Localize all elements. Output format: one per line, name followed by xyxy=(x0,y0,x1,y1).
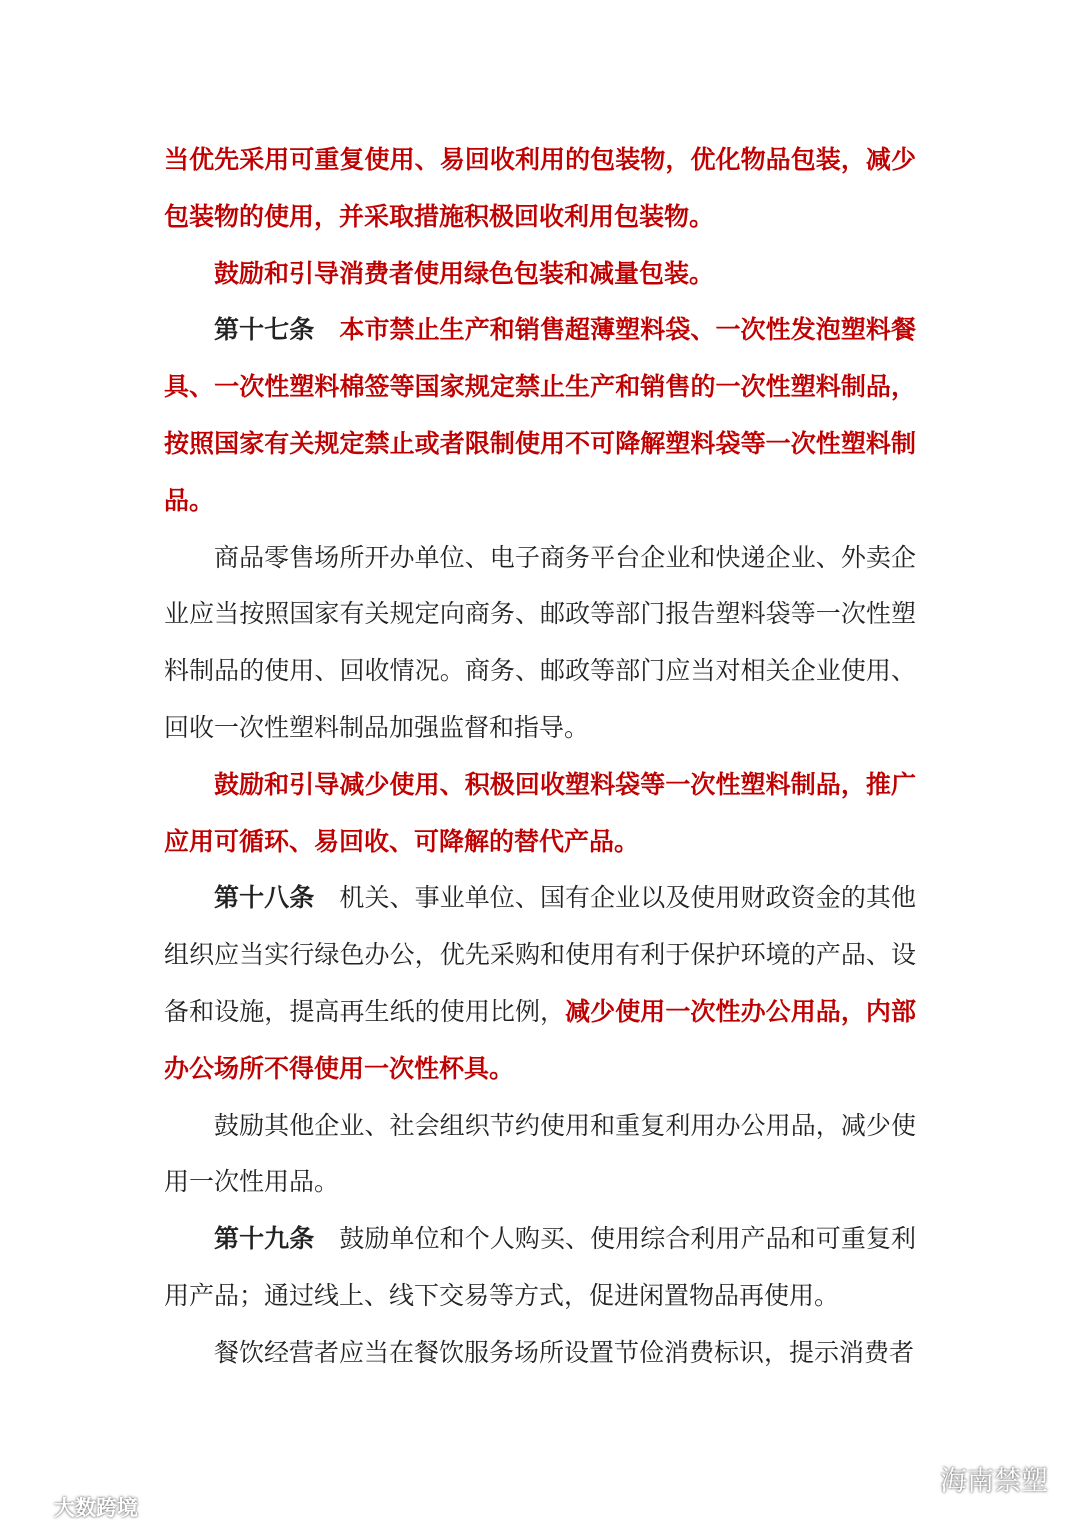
paragraph-office-supplies: 鼓励其他企业、社会组织节约使用和重复利用办公用品，减少使用一次性用品。 xyxy=(164,1110,916,1197)
article-18-label: 第十八条 xyxy=(214,883,315,913)
paragraph-catering: 餐饮经营者应当在餐饮服务场所设置节俭消费标识，提示消费者 xyxy=(214,1337,915,1367)
paragraph-reduce-plastic: 鼓励和引导减少使用、积极回收塑料袋等一次性塑料制品，推广应用可循环、易回收、可降解的替代产品。 xyxy=(164,769,916,856)
paragraph-packaging-continued: 当优先采用可重复使用、易回收利用的包装物，优化物品包装，减少包装物的使用，并采取措施积极回收利用包装物。 xyxy=(164,145,916,231)
watermark-right-text: 海南禁塑 xyxy=(940,1465,1048,1497)
article-18-red-text: 减少使用一次性办公用品，内部办公场所不得使用一次性杯具。 xyxy=(164,996,916,1083)
paragraph-article-19 xyxy=(164,1211,916,1325)
watermark-left-text: 大数跨境 xyxy=(54,1496,138,1520)
paragraph-article-17 xyxy=(164,302,916,529)
paragraph-article-18 xyxy=(164,870,916,1097)
article-17-label: 第十七条 xyxy=(214,315,315,345)
article-19-label: 第十九条 xyxy=(214,1224,315,1254)
wechat-logo-icon xyxy=(896,1462,932,1494)
article-18-text: 机关、事业单位、国有企业以及使用财政资金的其他组织应当实行绿色办公，优先采购和使用有利于保护环境的产品、设备和设施，提高再生纸的使用比例， xyxy=(164,883,916,1026)
paragraph-retail-report: 商品零售场所开办单位、电子商务平台企业和快递企业、外卖企业应当按照国家有关规定向商务、邮政等部门报告塑料袋等一次性塑料制品的使用、回收情况。商务、邮政等部门应当对相关企业使用、回收一次性塑料制品加强监督和指导。 xyxy=(164,542,916,742)
document-body xyxy=(164,132,916,1382)
article-17-text: 本市禁止生产和销售超薄塑料袋、一次性发泡塑料餐具、一次性塑料棉签等国家规定禁止生产和销售的一次性塑料制品，按照国家有关规定禁止或者限制使用不可降解塑料袋等一次性塑料制品。 xyxy=(164,315,916,515)
article-19-text: 鼓励单位和个人购买、使用综合利用产品和可重复利用产品；通过线上、线下交易等方式，促进闲置物品再使用。 xyxy=(164,1224,916,1310)
paragraph-green-packaging: 鼓励和引导消费者使用绿色包装和减量包装。 xyxy=(214,258,715,288)
watermark-right xyxy=(896,1456,1048,1500)
chat-bubble-logo-icon xyxy=(8,1494,48,1520)
watermark-left xyxy=(8,1492,138,1522)
